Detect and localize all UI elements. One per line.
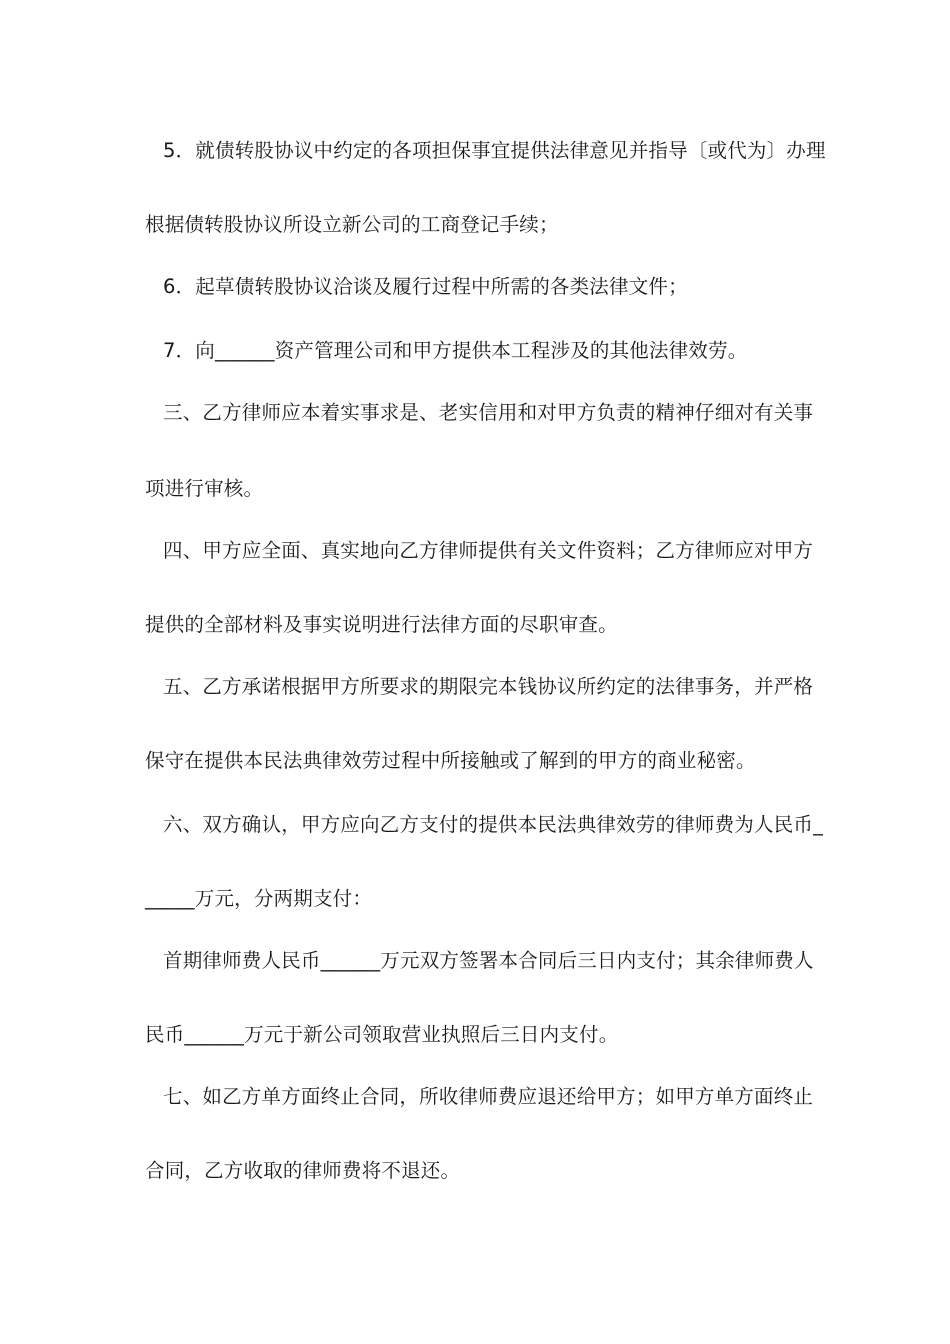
section-5-line-1: 五、乙方承诺根据甲方所要求的期限完本钱协议所约定的法律事务，并严格 (163, 675, 814, 698)
fee-installment-line-2: 民币______万元于新公司领取营业执照后三日内支付。 (145, 1023, 619, 1046)
section-3-line-2: 项进行审核。 (145, 477, 264, 500)
section-4-line-2: 提供的全部材料及事实说明进行法律方面的尽职审查。 (145, 613, 618, 636)
section-7-line-1: 七、如乙方单方面终止合同，所收律师费应退还给甲方；如甲方单方面终止 (163, 1085, 814, 1108)
section-4-line-1: 四、甲方应全面、真实地向乙方律师提供有关文件资料；乙方律师应对甲方 (163, 539, 814, 562)
clause-5-line-2: 根据债转股协议所设立新公司的工商登记手续； (145, 213, 559, 236)
section-6-line-1: 六、双方确认，甲方应向乙方支付的提供本民法典律效劳的律师费为人民币_ (163, 813, 824, 836)
clause-7-line: 7．向______资产管理公司和甲方提供本工程涉及的其他法律效劳。 (163, 339, 748, 362)
section-3-line-1: 三、乙方律师应本着实事求是、老实信用和对甲方负责的精神仔细对有关事 (163, 401, 814, 424)
section-7-line-2: 合同，乙方收取的律师费将不退还。 (145, 1159, 461, 1182)
clause-6-line: 6．起草债转股协议洽谈及履行过程中所需的各类法律文件； (163, 275, 688, 298)
section-5-line-2: 保守在提供本民法典律效劳过程中所接触或了解到的甲方的商业秘密。 (145, 749, 756, 772)
clause-5-line-1: 5．就债转股协议中约定的各项担保事宜提供法律意见并指导〔或代为〕办理 (163, 139, 826, 162)
fee-installment-line-1: 首期律师费人民币______万元双方签署本合同后三日内支付；其余律师费人 (163, 949, 814, 972)
section-6-line-2: _____万元，分两期支付： (145, 887, 373, 910)
